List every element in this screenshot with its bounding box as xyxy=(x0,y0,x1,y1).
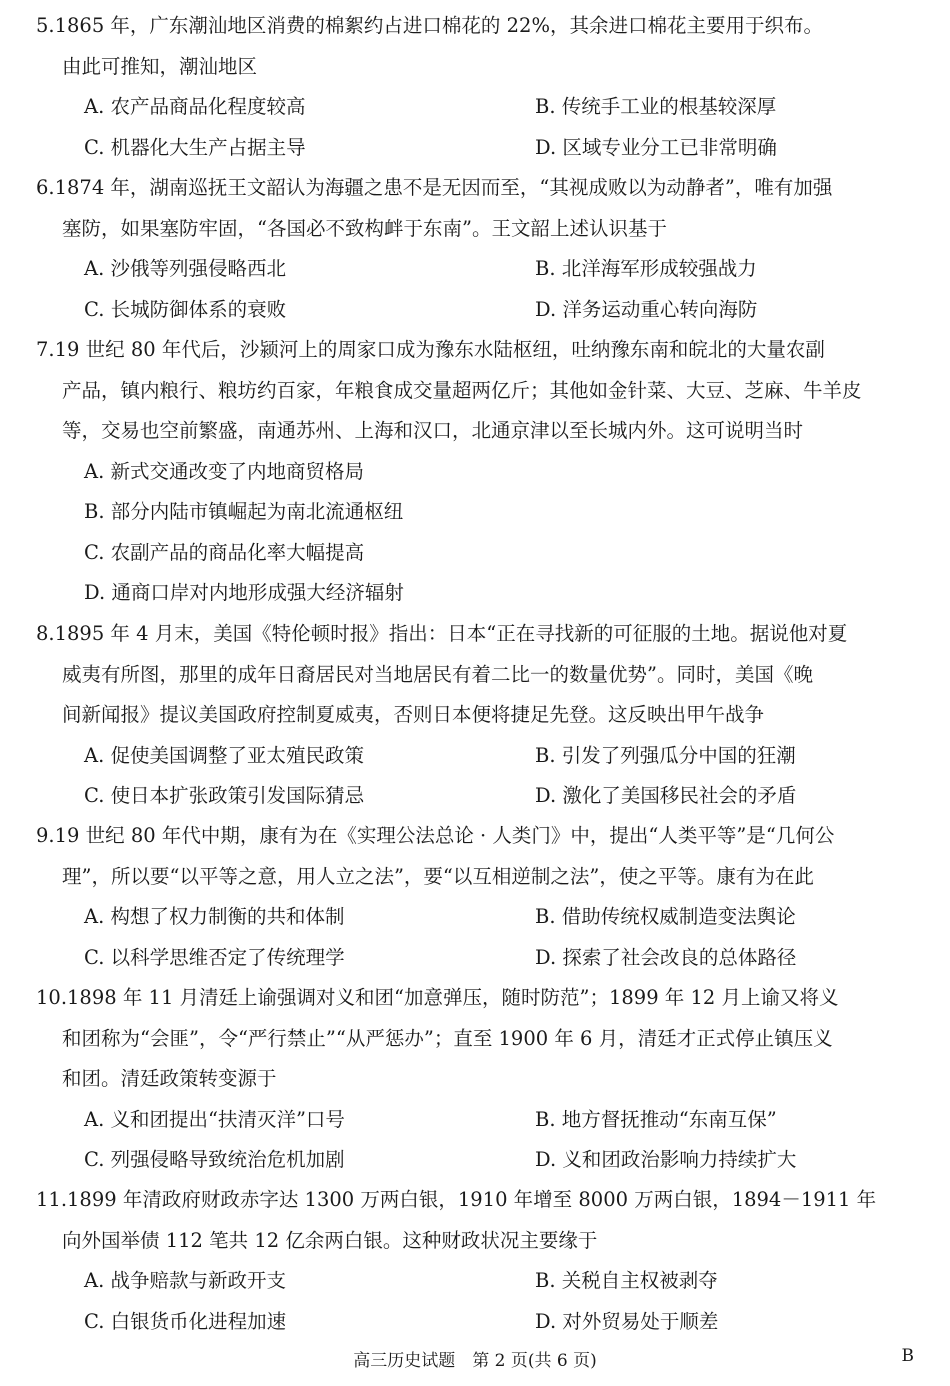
question-8 xyxy=(0,614,950,817)
question-11-stem-line1: 11.1899 年清政府财政赤字达 1300 万两白银，1910 年增至 8000 万两白银，1894－1911 年 xyxy=(36,1188,877,1211)
question-8-option-b[interactable]: B. 引发了列强瓜分中国的狂潮 xyxy=(535,743,796,767)
question-9-options-row1 xyxy=(0,897,950,938)
question-10 xyxy=(0,978,950,1181)
question-9-option-b[interactable]: B. 借助传统权威制造变法舆论 xyxy=(535,905,796,928)
question-7-option-c[interactable]: C. 农副产品的商品化率大幅提高 xyxy=(84,540,365,564)
question-5-option-b[interactable]: B. 传统手工业的根基较深厚 xyxy=(535,95,777,118)
question-9-stem-line2: 理”，所以要“以平等之意，用人立之法”，要“以互相逆制之法”，使之平等。康有为在此 xyxy=(62,864,814,888)
question-10-option-b[interactable]: B. 地方督抚推动“东南互保” xyxy=(535,1107,777,1131)
question-11-option-b[interactable]: B. 关税自主权被剥夺 xyxy=(535,1269,718,1292)
question-11-options-row2 xyxy=(0,1302,950,1343)
question-5-options-row2 xyxy=(0,128,950,169)
question-6-stem-line2: 塞防，如果塞防牢固，“各国必不致构衅于东南”。王文韶上述认识基于 xyxy=(62,216,667,240)
question-5-option-a[interactable]: A. 农产品商品化程度较高 xyxy=(84,95,306,118)
question-11-option-c[interactable]: C. 白银货币化进程加速 xyxy=(84,1309,287,1333)
question-7-option-c-row xyxy=(0,533,950,574)
question-5-option-c[interactable]: C. 机器化大生产占据主导 xyxy=(84,135,306,159)
question-8-stem-line1: 8.1895 年 4 月末，美国《特伦顿时报》指出：日本“正在寻找新的可征服的土地。据说他对夏 xyxy=(36,622,848,645)
question-9 xyxy=(0,816,950,978)
question-11 xyxy=(0,1180,950,1342)
question-7-option-d-row xyxy=(0,573,950,614)
question-7-option-a-row xyxy=(0,452,950,493)
question-7-option-a[interactable]: A. 新式交通改变了内地商贸格局 xyxy=(84,459,364,483)
question-9-option-d[interactable]: D. 探索了社会改良的总体路径 xyxy=(535,945,797,969)
question-11-option-d[interactable]: D. 对外贸易处于顺差 xyxy=(535,1309,719,1333)
question-7-option-b[interactable]: B. 部分内陆市镇崛起为南北流通枢纽 xyxy=(84,500,404,523)
question-8-stem-line2: 威夷有所图，那里的成年日裔居民对当地居民有着二比一的数量优势”。同时，美国《晚 xyxy=(62,662,813,686)
question-8-options-row2 xyxy=(0,776,950,817)
question-5-stem-line1: 5.1865 年，广东潮汕地区消费的棉絮约占进口棉花的 22%，其余进口棉花主要用于织布。 xyxy=(36,14,823,37)
question-7-stem-line2: 产品，镇内粮行、粮坊约百家，年粮食成交量超两亿斤；其他如金针菜、大豆、芝麻、牛羊皮 xyxy=(62,378,862,402)
question-10-options-row1 xyxy=(0,1100,950,1141)
question-6 xyxy=(0,168,950,330)
question-11-stem-line2: 向外国举债 112 笔共 12 亿余两白银。这种财政状况主要缘于 xyxy=(62,1228,598,1252)
question-8-stem-line3: 间新闻报》提议美国政府控制夏威夷，否则日本便将捷足先登。这反映出甲午战争 xyxy=(62,703,765,726)
question-8-option-d[interactable]: D. 激化了美国移民社会的矛盾 xyxy=(535,784,797,807)
question-8-option-a[interactable]: A. 促使美国调整了亚太殖民政策 xyxy=(84,743,364,767)
question-7 xyxy=(0,330,950,614)
question-6-stem-line1: 6.1874 年，湖南巡抚王文韶认为海疆之患不是无因而至，“其视成败以为动静者”，唯有加强 xyxy=(36,176,833,199)
question-6-option-d[interactable]: D. 洋务运动重心转向海防 xyxy=(535,297,758,321)
question-7-option-d[interactable]: D. 通商口岸对内地形成强大经济辐射 xyxy=(84,581,404,604)
question-6-option-a[interactable]: A. 沙俄等列强侵略西北 xyxy=(84,257,286,280)
question-10-option-a[interactable]: A. 义和团提出“扶清灭洋”口号 xyxy=(84,1107,345,1131)
question-10-stem-line2: 和团称为“会匪”，令“严行禁止”“从严惩办”；直至 1900 年 6 月，清廷才正式停止镇压义 xyxy=(62,1026,833,1050)
question-5-options-row1 xyxy=(0,87,950,128)
question-10-stem-line1: 10.1898 年 11 月清廷上谕强调对义和团“加意弹压，随时防范”；1899 年 12 月上谕又将义 xyxy=(36,986,839,1009)
question-8-options-row1 xyxy=(0,736,950,777)
question-6-option-b[interactable]: B. 北洋海军形成较强战力 xyxy=(535,257,757,280)
question-10-option-d[interactable]: D. 义和团政治影响力持续扩大 xyxy=(535,1148,797,1171)
page-footer xyxy=(0,1346,950,1378)
question-10-stem-line3: 和团。清廷政策转变源于 xyxy=(62,1067,277,1090)
paper-version: B xyxy=(901,1346,914,1366)
question-10-option-c[interactable]: C. 列强侵略导致统治危机加剧 xyxy=(84,1148,345,1171)
question-6-options-row1 xyxy=(0,249,950,290)
question-6-option-c[interactable]: C. 长城防御体系的衰败 xyxy=(84,297,287,321)
page-info: 高三历史试题 第 2 页(共 6 页) xyxy=(353,1351,597,1371)
question-11-options-row1 xyxy=(0,1261,950,1302)
question-5-stem-line2: 由此可推知，潮汕地区 xyxy=(62,54,258,78)
question-7-stem-line1: 7.19 世纪 80 年代后，沙颍河上的周家口成为豫东水陆枢纽，吐纳豫东南和皖北的大量农副 xyxy=(36,338,825,361)
question-8-option-c[interactable]: C. 使日本扩张政策引发国际猜忌 xyxy=(84,784,365,807)
question-5 xyxy=(0,6,950,168)
question-7-stem-line3: 等，交易也空前繁盛，南通苏州、上海和汉口，北通京津以至长城内外。这可说明当时 xyxy=(62,419,804,442)
question-5-option-d[interactable]: D. 区域专业分工已非常明确 xyxy=(535,135,777,159)
question-7-option-b-row xyxy=(0,492,950,533)
question-9-options-row2 xyxy=(0,938,950,979)
question-9-option-a[interactable]: A. 构想了权力制衡的共和体制 xyxy=(84,905,345,928)
question-9-stem-line1: 9.19 世纪 80 年代中期，康有为在《实理公法总论 · 人类门》中，提出“人类平等”是“几何公 xyxy=(36,824,835,847)
question-6-options-row2 xyxy=(0,290,950,331)
question-9-option-c[interactable]: C. 以科学思维否定了传统理学 xyxy=(84,945,345,969)
question-11-option-a[interactable]: A. 战争赔款与新政开支 xyxy=(84,1269,286,1292)
question-10-options-row2 xyxy=(0,1140,950,1181)
